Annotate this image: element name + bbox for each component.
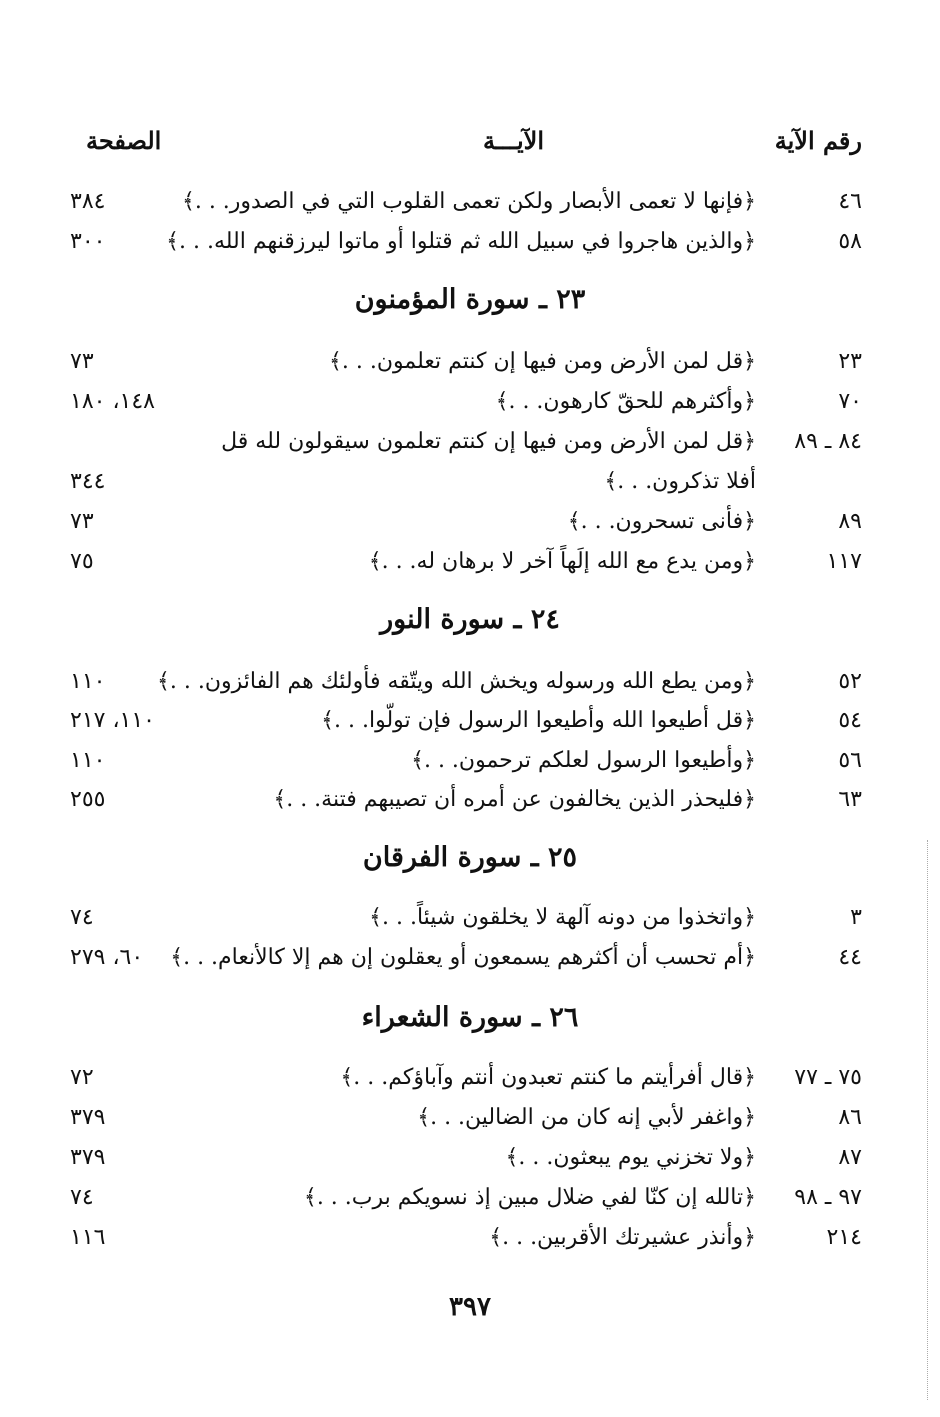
page-ref: ٧٥	[70, 549, 94, 574]
table-row	[0, 1220, 940, 1256]
page-number: ٣٩٧	[449, 1292, 491, 1322]
table-row	[0, 384, 940, 420]
verse-text: ﴿فأنى تسحرون. . .﴾	[567, 509, 756, 534]
page-ref: ٧٤	[70, 905, 94, 930]
table-row	[0, 940, 940, 976]
table-row	[0, 224, 940, 260]
verse-number: ٦٣	[838, 787, 862, 812]
verse-number	[772, 464, 862, 500]
verse-number: ٨٩	[838, 509, 862, 534]
verse-number: ٨٦	[838, 1105, 862, 1130]
verse-number: ٥٨	[838, 229, 862, 254]
scan-edge-divider	[925, 840, 928, 1400]
table-row	[0, 1100, 940, 1136]
verse-text: ﴿ولا تخزني يوم يبعثون. . .﴾	[505, 1145, 756, 1170]
verse-text: ﴿قل أطيعوا الله وأطيعوا الرسول فإن تولّوا. . .﴾	[321, 708, 756, 733]
page-ref: ٧٤	[70, 1185, 94, 1210]
verse-number: ٢٣	[838, 349, 862, 374]
page-ref: ١١٠	[70, 669, 106, 694]
page-ref: ٧٢	[70, 1065, 94, 1090]
page-ref: ٣٧٩	[70, 1105, 106, 1130]
verse-number: ٤٦	[838, 189, 862, 214]
verse-text: ﴿واغفر لأبي إنه كان من الضالين. . .﴾	[417, 1105, 756, 1130]
page-ref: ٣٠٠	[70, 229, 106, 254]
page-ref: ٦٠، ٢٧٩	[70, 945, 144, 970]
verse-text: ﴿قل لمن الأرض ومن فيها إن كنتم تعلمون. . .﴾	[328, 349, 756, 374]
verse-text: ﴿وأنذر عشيرتك الأقربين. . .﴾	[489, 1225, 756, 1250]
table-row	[0, 1180, 940, 1216]
verse-number: ٥٦	[838, 748, 862, 773]
verse-number: ٧٥ ـ ٧٧	[794, 1065, 862, 1090]
verse-number: ٣	[850, 905, 862, 930]
verse-number: ١١٧	[826, 549, 862, 574]
page-ref: ٢٥٥	[70, 787, 106, 812]
verse-text: ﴿تالله إن كنّا لفي ضلال مبين إذ نسويكم برب. . .﴾	[303, 1185, 756, 1210]
table-row	[0, 424, 940, 460]
table-row	[0, 1060, 940, 1096]
surah-heading: ٢٦ ـ سورة الشعراء	[361, 1002, 579, 1033]
verse-text: أفلا تذكرون. . .﴾	[604, 469, 756, 494]
surah-heading: ٢٣ ـ سورة المؤمنون	[354, 284, 586, 315]
page-ref: ٧٣	[70, 509, 94, 534]
table-row	[0, 703, 940, 739]
page-ref: ٣٤٤	[70, 469, 106, 494]
verse-number: ٥٤	[838, 708, 862, 733]
table-row	[0, 664, 940, 700]
verse-number: ٢١٤	[826, 1225, 862, 1250]
table-row	[0, 464, 940, 500]
verse-text: ﴿فإنها لا تعمى الأبصار ولكن تعمى القلوب التي في الصدور. . .﴾	[181, 189, 756, 214]
verse-number: ٨٤ ـ ٨٩	[794, 429, 862, 454]
verse-number: ٥٢	[838, 669, 862, 694]
verse-text: ﴿ومن يدع مع الله إلَهاً آخر لا برهان له. . .﴾	[368, 549, 756, 574]
page-ref: ١٤٨، ١٨٠	[70, 389, 155, 414]
page-ref: ١١٠	[70, 748, 106, 773]
verse-text: ﴿والذين هاجروا في سبيل الله ثم قتلوا أو ماتوا ليرزقنهم الله. . .﴾	[166, 229, 756, 254]
verse-text: ﴿واتخذوا من دونه آلهة لا يخلقون شيئاً. . .﴾	[369, 905, 756, 930]
verse-number: ٩٧ ـ ٩٨	[794, 1185, 862, 1210]
page-ref: ٣٧٩	[70, 1145, 106, 1170]
table-row	[0, 1140, 940, 1176]
table-row	[0, 344, 940, 380]
table-row	[0, 782, 940, 818]
page-ref: ٧٣	[70, 349, 94, 374]
verse-number: ٧٠	[838, 389, 862, 414]
verse-text: ﴿ومن يطع الله ورسوله ويخش الله ويتّقه فأولئك هم الفائزون. . .﴾	[156, 669, 756, 694]
verse-number-header: رقم الآية	[774, 126, 862, 155]
verse-text: ﴿وأكثرهم للحقّ كارهون. . .﴾	[495, 389, 756, 414]
page-ref: ٣٨٤	[70, 189, 106, 214]
page-ref	[70, 424, 190, 460]
verse-text: ﴿وأطيعوا الرسول لعلكم ترحمون. . .﴾	[411, 748, 756, 773]
table-row	[0, 504, 940, 540]
verse-text: ﴿فليحذر الذين يخالفون عن أمره أن تصيبهم فتنة. . .﴾	[273, 787, 756, 812]
verse-number: ٤٤	[838, 945, 862, 970]
verse-number: ٨٧	[838, 1145, 862, 1170]
table-row	[0, 544, 940, 580]
verse-text: ﴿قل لمن الأرض ومن فيها إن كنتم تعلمون سيقولون لله قل	[221, 429, 756, 454]
verse-text: ﴿قال أفرأيتم ما كنتم تعبدون أنتم وآباؤكم. . .﴾	[340, 1065, 756, 1090]
surah-heading: ٢٥ ـ سورة الفرقان	[362, 842, 578, 873]
page-header: الصفحة	[86, 126, 162, 155]
table-row	[0, 184, 940, 220]
surah-heading: ٢٤ ـ سورة النور	[380, 604, 560, 635]
table-row	[0, 743, 940, 779]
page-ref: ١١٠، ٢١٧	[70, 708, 155, 733]
page-ref: ١١٦	[70, 1225, 106, 1250]
table-row	[0, 900, 940, 936]
verse-header: الآيـــة	[483, 126, 544, 155]
verse-text: ﴿أم تحسب أن أكثرهم يسمعون أو يعقلون إن هم إلا كالأنعام. . .﴾	[170, 945, 756, 970]
